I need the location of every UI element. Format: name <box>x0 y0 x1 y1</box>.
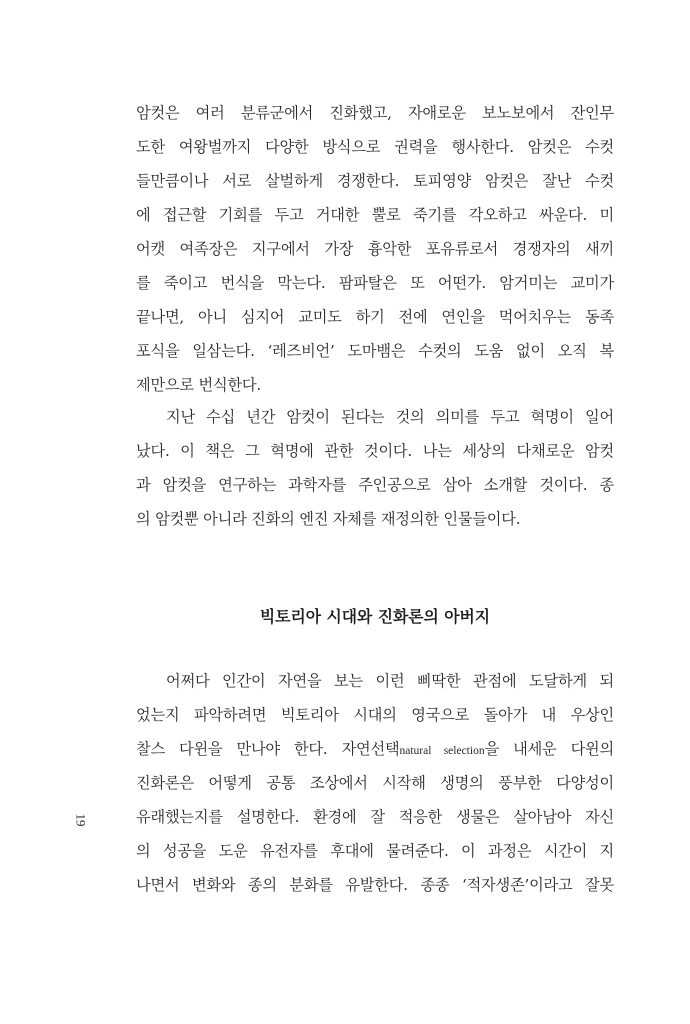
text-line: 나면서 변화와 종의 분화를 유발한다. 종종 ‘적자생존’이라고 잘못 <box>136 876 614 894</box>
english-gloss: natural selection <box>399 745 485 757</box>
section-heading: 빅토리아 시대와 진화론의 아버지 <box>259 607 491 626</box>
page-number: 19 <box>73 813 89 827</box>
text-line: 과 암컷을 연구하는 과학자를 주인공으로 삼아 소개할 것이다. 종 <box>136 476 614 494</box>
paragraph-darwin <box>136 664 614 902</box>
text-segment: 찰스 다윈을 만나야 한다. 자연선택 <box>136 740 400 758</box>
text-line: 들만큼이나 서로 살벌하게 경쟁한다. 토피영양 암컷은 잘난 수컷 <box>136 172 614 190</box>
text-line: 의 성공을 도운 유전자를 후대에 물려준다. 이 과정은 시간이 지 <box>136 842 614 860</box>
text-line: 제만으로 번식한다. <box>136 376 262 394</box>
text-line: 끝나면, 아니 심지어 교미도 하기 전에 연인을 먹어치우는 동족 <box>136 308 614 326</box>
paragraph-revolution <box>136 400 614 536</box>
text-line: 유래했는지를 설명한다. 환경에 잘 적응한 생물은 살아남아 자신 <box>136 808 614 826</box>
paragraph-female-power <box>136 96 614 402</box>
text-line: 났다. 이 책은 그 혁명에 관한 것이다. 나는 세상의 다채로운 암컷 <box>136 442 614 460</box>
text-line: 포식을 일삼는다. ‘레즈비언’ 도마뱀은 수컷의 도움 없이 오직 복 <box>136 342 614 360</box>
text-line: 를 죽이고 번식을 막는다. 팜파탈은 또 어떤가. 암거미는 교미가 <box>136 274 614 292</box>
text-line: 었는지 파악하려면 빅토리아 시대의 영국으로 돌아가 내 우상인 <box>136 706 614 724</box>
text-segment: 을 내세운 다윈의 <box>484 740 614 758</box>
text-line-with-gloss <box>136 732 614 766</box>
text-line: 의 암컷뿐 아니라 진화의 엔진 자체를 재정의한 인물들이다. <box>136 510 521 528</box>
text-line: 어캣 여족장은 지구에서 가장 흉악한 포유류로서 경쟁자의 새끼 <box>136 240 614 258</box>
text-line: 도한 여왕벌까지 다양한 방식으로 권력을 행사한다. 암컷은 수컷 <box>136 138 614 156</box>
text-line: 지난 수십 년간 암컷이 된다는 것의 의미를 두고 혁명이 일어 <box>166 408 614 426</box>
text-line: 진화론은 어떻게 공통 조상에서 시작해 생명의 풍부한 다양성이 <box>136 774 614 792</box>
text-line: 암컷은 여러 분류군에서 진화했고, 자애로운 보노보에서 잔인무 <box>136 104 614 122</box>
text-line: 에 접근할 기회를 두고 거대한 뿔로 죽기를 각오하고 싸운다. 미 <box>136 206 614 224</box>
text-line: 어쩌다 인간이 자연을 보는 이런 삐딱한 관점에 도달하게 되 <box>166 672 614 690</box>
